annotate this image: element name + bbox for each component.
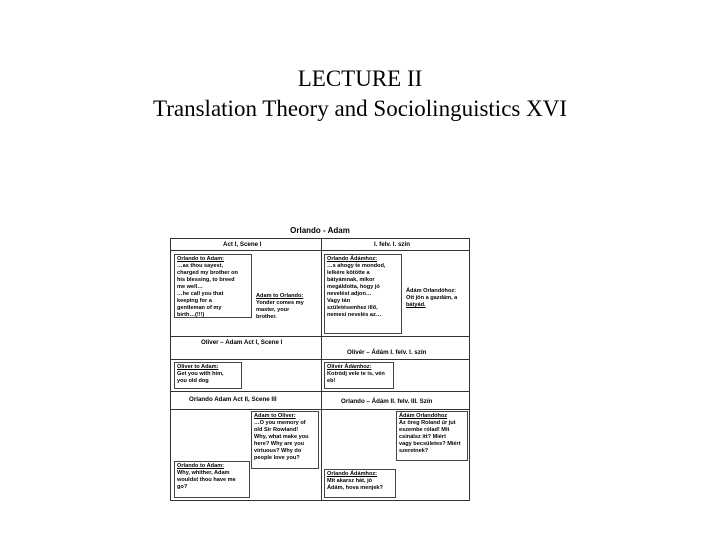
quote-line: eb!	[327, 378, 336, 384]
quote-line: keeping for a	[177, 298, 212, 304]
quote-heading: Orlando Ádámhoz:	[327, 471, 378, 477]
quote-line: me well…	[177, 284, 203, 290]
quote-oliver-adamhoz	[324, 362, 394, 389]
row-divider	[171, 359, 469, 360]
row-divider	[171, 409, 469, 410]
quote-orlando-adamhoz	[324, 254, 402, 334]
header-act2-hu: Orlando – Ádám II. felv. III. Szín	[341, 398, 433, 405]
quote-adam-orlandohoz	[404, 287, 468, 317]
quote-line: …O you memory of	[254, 420, 306, 426]
quote-line: gentleman of my	[177, 305, 222, 311]
comparison-table-figure	[170, 226, 470, 501]
row-divider	[171, 391, 469, 392]
quote-adam-to-orlando	[254, 292, 320, 328]
quote-line: vagy becsületes? Miért	[399, 441, 461, 447]
header-oliver-hu: Olivér – Ádám I. felv. I. szín	[347, 349, 427, 356]
header-act2-en: Orlando Adam Act II, Scene III	[189, 396, 277, 403]
comparison-grid	[170, 238, 470, 501]
quote-line: here? Why are you	[254, 441, 305, 447]
quote-line: lelkére kötötte a	[327, 270, 370, 276]
header-oliver-en: Oliver – Adam Act I, Scene I	[201, 339, 283, 346]
quote-oliver-to-adam	[174, 362, 242, 389]
quote-line: charged my brother on	[177, 270, 238, 276]
quote-line: brother.	[256, 314, 277, 320]
quote-line: nevelést adjon…	[327, 291, 372, 297]
quote-heading: Adam to Orlando:	[256, 293, 304, 299]
quote-line: go?	[177, 484, 188, 490]
center-divider	[321, 239, 322, 500]
figure-title: Orlando - Adam	[290, 226, 350, 235]
quote-line: his blessing, to breed	[177, 277, 235, 283]
quote-heading: Adam to Oliver:	[254, 413, 296, 419]
title-line-2: Translation Theory and Sociolinguistics XVI	[153, 96, 567, 121]
quote-line: Why, whither, Adam	[177, 470, 230, 476]
quote-line: csinálsz itt? Miért	[399, 434, 446, 440]
quote-line: wouldst thou have me	[177, 477, 236, 483]
row-divider	[171, 336, 469, 337]
quote-line: birth…(!!!)	[177, 312, 205, 318]
quote-line: bátyád.	[406, 302, 426, 308]
quote-orlando-to-adam-2	[174, 461, 250, 498]
quote-heading: Orlando to Adam:	[177, 256, 225, 262]
quote-line: you old dog	[177, 378, 209, 384]
quote-line: megáldotta, hogy jó	[327, 284, 380, 290]
quote-line: Why, what make you	[254, 434, 309, 440]
quote-line: születésemhez illő,	[327, 305, 378, 311]
quote-heading: Orlando Ádámhoz:	[327, 256, 378, 262]
header-act1-en: Act I, Scene I	[223, 241, 262, 248]
quote-line: Mit akarsz hát, jó	[327, 478, 373, 484]
quote-line: Get you with him,	[177, 371, 224, 377]
quote-line: …as thou sayest,	[177, 263, 224, 269]
quote-adam-to-oliver	[251, 411, 319, 469]
quote-line: szeretnek?	[399, 448, 429, 454]
quote-line: nemesi nevelés az…	[327, 312, 382, 318]
quote-orlando-adamhoz-2	[324, 469, 396, 498]
quote-line: Ádám, hova menjek?	[327, 485, 383, 491]
quote-line: Vagy tán	[327, 298, 351, 304]
quote-heading: Ádám Orlandóhoz	[399, 413, 448, 419]
quote-heading: Oliver to Adam:	[177, 364, 219, 370]
quote-heading: Olivér Ádámhoz:	[327, 364, 372, 370]
quote-line: eszembe rólad! Mit	[399, 427, 450, 433]
quote-adam-orlandohoz-2	[396, 411, 468, 461]
quote-line: Kotródj vele te is, vén	[327, 371, 385, 377]
quote-line: old Sir Rowland!	[254, 427, 299, 433]
quote-heading: Ádám Orlandóhoz:	[406, 288, 457, 294]
title-line-1: LECTURE II	[297, 66, 423, 91]
quote-orlando-to-adam	[174, 254, 252, 318]
row-divider	[171, 250, 469, 251]
quote-line: …s ahogy te mondod,	[327, 263, 386, 269]
quote-line: …he call you that	[177, 291, 224, 297]
header-act1-hu: I. felv. I. szín	[374, 241, 410, 248]
quote-heading: Orlando to Adam:	[177, 463, 225, 469]
quote-line: people love you?	[254, 455, 300, 461]
slide-title	[0, 64, 720, 124]
quote-line: Ott jön a gazdám, a	[406, 295, 458, 301]
quote-line: Yonder comes my	[256, 300, 304, 306]
quote-line: Az öreg Roland úr jut	[399, 420, 456, 426]
quote-line: virtuous? Why do	[254, 448, 302, 454]
quote-line: master, your	[256, 307, 290, 313]
quote-line: bátyámnak, mikor	[327, 277, 375, 283]
